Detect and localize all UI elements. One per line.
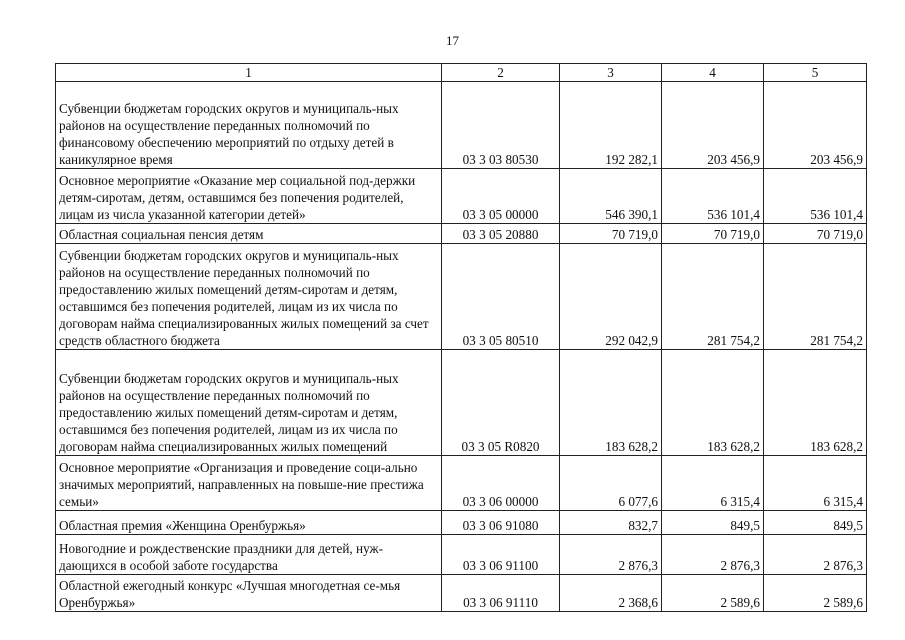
row-value-3: 2 876,3: [764, 535, 867, 575]
row-name: Областной ежегодный конкурс «Лучшая многодетная се-мья Оренбуржья»: [56, 575, 442, 612]
col-header-5: 5: [764, 64, 867, 82]
row-name: Субвенции бюджетам городских округов и муниципаль-ных районов на осуществление переданных полномочий по предоставлению жилых помещений детям-сиротам и детям, оставшимся без попечения родителей, лицам из их числа по договорам найма специализированных жилых помещений за счет средств областного бюджета: [56, 244, 442, 350]
row-name: Новогодние и рождественские праздники для детей, нуж-дающихся в особой заботе государства: [56, 535, 442, 575]
row-code: 03 3 05 80510: [442, 244, 560, 350]
row-value-2: 203 456,9: [662, 82, 764, 169]
row-code: 03 3 06 91080: [442, 511, 560, 535]
table-row: [56, 575, 867, 612]
table-row: [56, 82, 867, 169]
row-code: 03 3 05 20880: [442, 224, 560, 244]
row-value-2: 6 315,4: [662, 456, 764, 511]
row-value-2: 849,5: [662, 511, 764, 535]
row-value-1: 192 282,1: [560, 82, 662, 169]
row-value-1: 292 042,9: [560, 244, 662, 350]
row-value-1: 2 876,3: [560, 535, 662, 575]
row-code: 03 3 06 91100: [442, 535, 560, 575]
row-value-1: 6 077,6: [560, 456, 662, 511]
table-row: [56, 224, 867, 244]
row-value-3: 183 628,2: [764, 350, 867, 456]
row-code: 03 3 06 91110: [442, 575, 560, 612]
row-value-2: 536 101,4: [662, 169, 764, 224]
row-value-3: 281 754,2: [764, 244, 867, 350]
table-row: [56, 244, 867, 350]
row-value-2: 70 719,0: [662, 224, 764, 244]
table-row: [56, 169, 867, 224]
row-value-2: 2 876,3: [662, 535, 764, 575]
row-value-3: 849,5: [764, 511, 867, 535]
row-value-1: 832,7: [560, 511, 662, 535]
row-value-1: 183 628,2: [560, 350, 662, 456]
row-code: 03 3 06 00000: [442, 456, 560, 511]
row-name: Областная социальная пенсия детям: [56, 224, 442, 244]
row-name: Основное мероприятие «Организация и проведение соци-ально значимых мероприятий, направленных на повыше-ние престижа семьи»: [56, 456, 442, 511]
col-header-2: 2: [442, 64, 560, 82]
row-code: 03 3 03 80530: [442, 82, 560, 169]
table-row: [56, 350, 867, 456]
row-name: Областная премия «Женщина Оренбуржья»: [56, 511, 442, 535]
page-number: 17: [446, 33, 459, 48]
row-value-3: 6 315,4: [764, 456, 867, 511]
row-value-3: 2 589,6: [764, 575, 867, 612]
row-value-1: 546 390,1: [560, 169, 662, 224]
row-value-3: 203 456,9: [764, 82, 867, 169]
col-header-3: 3: [560, 64, 662, 82]
table-row: [56, 535, 867, 575]
row-value-2: 281 754,2: [662, 244, 764, 350]
row-name: Субвенции бюджетам городских округов и муниципаль-ных районов на осуществление переданных полномочий по предоставлению жилых помещений детям-сиротам и детям, оставшимся без попечения родителей, лицам из их числа по договорам найма специализированных жилых помещений: [56, 350, 442, 456]
row-value-2: 2 589,6: [662, 575, 764, 612]
col-header-1: 1: [56, 64, 442, 82]
row-code: 03 3 05 R0820: [442, 350, 560, 456]
table-row: [56, 511, 867, 535]
col-header-4: 4: [662, 64, 764, 82]
header-row: [56, 64, 867, 82]
row-value-3: 536 101,4: [764, 169, 867, 224]
row-value-2: 183 628,2: [662, 350, 764, 456]
row-value-1: 2 368,6: [560, 575, 662, 612]
budget-table: [55, 63, 867, 612]
row-value-3: 70 719,0: [764, 224, 867, 244]
row-name: Основное мероприятие «Оказание мер социальной под-держки детям-сиротам, детям, оставшимся без попечения родителей, лицам из числа указанной категории детей»: [56, 169, 442, 224]
row-name: Субвенции бюджетам городских округов и муниципаль-ных районов на осуществление переданных полномочий по финансовому обеспечению мероприятий по отдыху детей в каникулярное время: [56, 82, 442, 169]
row-value-1: 70 719,0: [560, 224, 662, 244]
row-code: 03 3 05 00000: [442, 169, 560, 224]
table-row: [56, 456, 867, 511]
